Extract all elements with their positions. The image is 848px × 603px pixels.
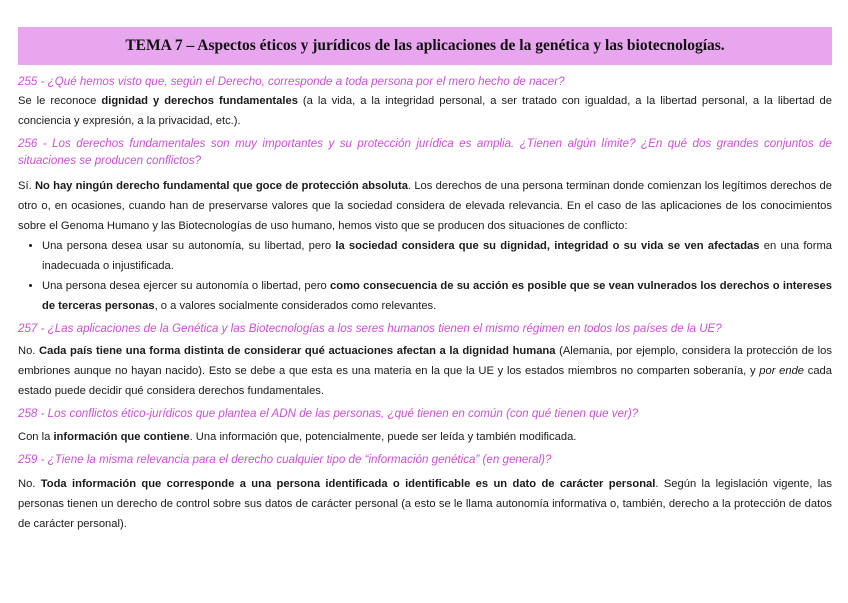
answer-256: Sí. No hay ningún derecho fundamental que goce de protección absoluta. Los derechos de una persona terminan donde comienzan los legítimos derechos de otro o, en ocasiones, cuando han de preservarse valores que la sociedad considera de elevada relevancia. En el caso de las aplicaciones de los conocimientos sobre el Genoma Humano y las Biotecnologías de uso humano, hemos visto que se producen dos situaciones de conflicto:: [18, 179, 832, 232]
list-item: • Una persona desea usar su autonomía, su libertad, pero la sociedad considera que su dignidad, integridad o su vida se ven afectadas en una forma inadecuada o injustificada.: [42, 236, 832, 276]
question-255: 255 - ¿Qué hemos visto que, según el Derecho, corresponde a toda persona por el mero hecho de nacer?: [18, 75, 565, 88]
answer-257: No. Cada país tiene una forma distinta de considerar qué actuaciones afectan a la dignidad humana (Alemania, por ejemplo, considera la protección de los embriones aunque no hayan nacido). Esto se debe a que esta es una materia en la que la UE y los estados miembros no comparten soberanía, y por ende cada estado puede decidir qué considera derechos fundamentales.: [18, 345, 832, 397]
conflict-list: [18, 236, 832, 316]
list-item: • Una persona desea ejercer su autonomía o libertad, pero como consecuencia de su acción es posible que se vean vulnerados los derechos o intereses de terceras personas, o a valores socialmente considerados como relevantes.: [42, 276, 832, 316]
document-page: [18, 27, 832, 534]
answer-255: Se le reconoce dignidad y derechos fundamentales (a la vida, a la integridad personal, a ser tratado con igualdad, a la libertad personal, a la libertad de conciencia y expresión, a la privacidad, etc.).: [18, 94, 832, 127]
question-256: 256 - Los derechos fundamentales son muy importantes y su protección jurídica es amplia. ¿Tienen algún límite? ¿En qué dos grandes conjuntos de situaciones se producen conflictos?: [18, 136, 832, 167]
question-257: 257 - ¿Las aplicaciones de la Genética y las Biotecnologías a los seres humanos tienen el mismo régimen en todos los países de la UE?: [18, 321, 722, 335]
answer-259: No. Toda información que corresponde a una persona identificada o identificable es un dato de carácter personal. Según la legislación vigente, las personas tienen un derecho de control sobre sus datos de carácter personal (a esto se le llama autonomía informativa o, también, derecho a la protección de datos de carácter personal).: [18, 478, 832, 530]
question-258: 258 - Los conflictos ético-jurídicos que plantea el ADN de las personas, ¿qué tienen en común (con qué tienen que ver)?: [18, 407, 639, 420]
question-259: 259 - ¿Tiene la misma relevancia para el derecho cualquier tipo de “información genética” (en general)?: [18, 452, 552, 466]
answer-258: Con la información que contiene. Una información que, potencialmente, puede ser leída y también modificada.: [18, 430, 577, 443]
page-title: TEMA 7 – Aspectos éticos y jurídicos de las aplicaciones de la genética y las biotecnologías.: [18, 27, 832, 65]
